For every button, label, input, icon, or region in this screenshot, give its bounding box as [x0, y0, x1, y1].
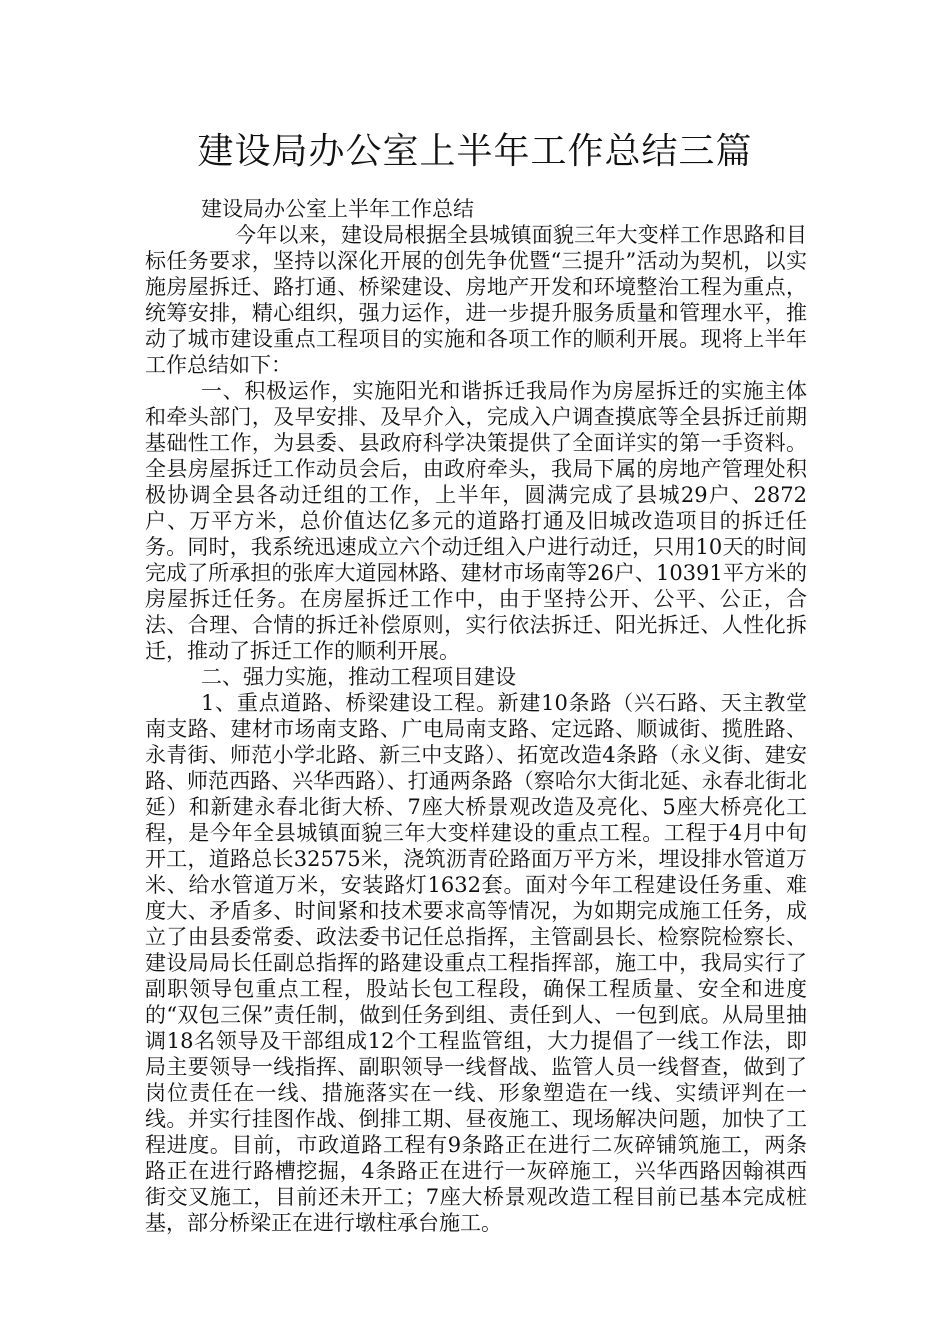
intro-paragraph: 今年以来，建设局根据全县城镇面貌三年大变样工作思路和目标任务要求，坚持以深化开展的创先争优暨“三提升”活动为契机，以实施房屋拆迁、路打通、桥梁建设、房地产开发和环境整治工程为重点，统筹安排，精心组织，强力运作，进一步提升服务质量和管理水平，推动了城市建设重点工程项目的实施和各项工作的顺利开展。现将上半年工作总结如下： — [145, 223, 807, 377]
document-subtitle: 建设局办公室上半年工作总结 — [201, 197, 474, 221]
document-title: 建设局办公室上半年工作总结三篇 — [197, 131, 753, 172]
section-1-paragraph: 一、积极运作，实施阳光和谐拆迁我局作为房屋拆迁的实施主体和牵头部门，及早安排、及早介入，完成入户调查摸底等全县拆迁前期基础性工作，为县委、县政府科学决策提供了全面详实的第一手资料。全县房屋拆迁工作动员会后，由政府牵头，我局下属的房地产管理处积极协调全县各动迁组的工作，上半年，圆满完成了县城29户、2872户、万平方米，总价值达亿多元的道路打通及旧城改造项目的拆迁任务。同时，我系统迅速成立六个动迁组入户进行动迁，只用10天的时间完成了所承担的张库大道园林路、建材市场南等26户、10391平方米的房屋拆迁任务。在房屋拆迁工作中，由于坚持公开、公平、公正，合法、合理、合情的拆迁补偿原则，实行依法拆迁、阳光拆迁、人性化拆迁，推动了拆迁工作的顺利开展。 — [145, 379, 807, 663]
section-2-item-1-paragraph: 1、重点道路、桥梁建设工程。新建10条路（兴石路、天主教堂南支路、建材市场南支路、广电局南支路、定远路、顺诚街、揽胜路、永青街、师范小学北路、新三中支路）、拓宽改造4条路（永义街、建安路、师范西路、兴华西路）、打通两条路（察哈尔大街北延、永春北街北延）和新建永春北街大桥、7座大桥景观改造及亮化、5座大桥亮化工程，是今年全县城镇面貌三年大变样建设的重点工程。工程于4月中旬开工，道路总长32575米，浇筑沥青砼路面万平方米，埋设排水管道万米、给水管道万米，安装路灯1632套。面对今年工程建设任务重、难度大、矛盾多、时间紧和技术要求高等情况，为如期完成施工任务，成立了由县委常委、政法委书记任总指挥，主管副县长、检察院检察长、建设局局长任副总指挥的路建设重点工程指挥部，施工中，我局实行了副职领导包重点工程，股站长包工程段，确保工程质量、安全和进度的“双包三保”责任制，做到任务到组、责任到人、一包到底。从局里抽调18名领导及干部组成12个工程监管组，大力提倡了一线工作法，即局主要领导一线指挥、副职领导一线督战、监管人员一线督查，做到了岗位责任在一线、措施落实在一线、形象塑造在一线、实绩评判在一线。并实行挂图作战、倒排工期、昼夜施工、现场解决问题，加快了工程进度。目前，市政道路工程有9条路正在进行二灰碎铺筑施工，两条路正在进行路槽挖掘，4条路正在进行一灰碎施工，兴华西路因翰祺西街交叉施工，目前还未开工；7座大桥景观改造工程目前已基本完成桩基，部分桥梁正在进行墩柱承台施工。 — [145, 691, 807, 1235]
section-2-heading: 二、强力实施，推动工程项目建设 — [201, 665, 516, 689]
document-body — [145, 196, 807, 1236]
